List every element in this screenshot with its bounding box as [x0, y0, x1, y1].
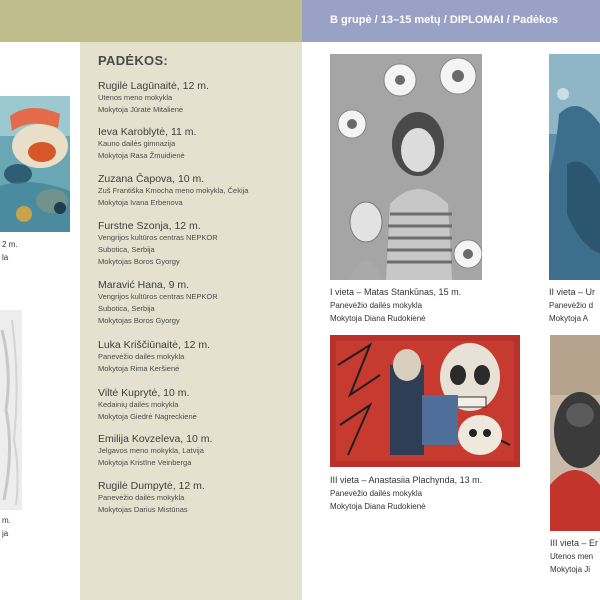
- work-school: Panevėžio d: [549, 301, 594, 310]
- entry-name: Emilija Kovzeleva, 10 m.: [98, 433, 213, 445]
- left-caption-2-line1: m.: [2, 516, 11, 525]
- artwork-left-bottom: [0, 310, 22, 510]
- entry-line: Mokytojas Darius Mistūnas: [98, 505, 188, 514]
- padekos-entry: [98, 387, 298, 423]
- work-school: Panevėžio dailės mokykla: [330, 489, 423, 498]
- entry-line: Kauno dailės gimnazija: [98, 139, 176, 148]
- artwork-left-top: [0, 96, 70, 232]
- entry-line: Vengrijos kultūros centras NEPKOR: [98, 292, 218, 301]
- work-school: Utenos men: [550, 552, 594, 561]
- padekos-entry: [98, 126, 298, 162]
- padekos-entry: [98, 433, 298, 469]
- entry-line: Kedainių dailės mokykla: [98, 400, 179, 409]
- entry-line: Panevėžio dailės mokykla: [98, 352, 185, 361]
- work-place: III vieta – Anastasiia Plachynda, 13 m.: [330, 475, 483, 485]
- work-teacher: Mokytoja Diana Rudokienė: [330, 314, 426, 323]
- entry-line: Subotica, Serbija: [98, 245, 155, 254]
- work-place: II vieta – Ur: [549, 287, 596, 297]
- padekos-title: PADĖKOS:: [98, 53, 169, 68]
- padekos-entry: [98, 480, 298, 516]
- left-caption-1-line1: 2 m.: [2, 240, 18, 249]
- entry-line: Subotica, Serbija: [98, 304, 155, 313]
- entry-line: Utenos meno mokykla: [98, 93, 173, 102]
- header-bar-left: [0, 0, 302, 42]
- left-caption-1-line2: la: [2, 253, 9, 262]
- entry-line: Mokytoja Rima Keršienė: [98, 364, 180, 373]
- entry-line: Panevėžio dailės mokykla: [98, 493, 185, 502]
- group-title: B grupė / 13–15 metų / DIPLOMAI / Padėkos: [330, 14, 559, 26]
- work-caption-2: [549, 286, 595, 325]
- entry-line: Mokytoja Jūratė Mitalienė: [98, 105, 184, 114]
- entry-line: Mokytojas Boros Gyorgy: [98, 316, 180, 325]
- work-teacher: Mokytoja Diana Rudokienė: [330, 502, 426, 511]
- entry-line: Jelgavos meno mokykla, Latvija: [98, 446, 204, 455]
- entry-name: Rugilė Dumpytė, 12 m.: [98, 480, 205, 492]
- entry-line: Mokytoja Giedrė Nagreckienė: [98, 412, 197, 421]
- work-caption-3: [330, 474, 482, 513]
- header-bar-right: [302, 0, 600, 42]
- artwork-third-place-2: [550, 335, 600, 531]
- work-school: Panevėžio dailės mokykla: [330, 301, 423, 310]
- entry-name: Luka Kriščiūnaitė, 12 m.: [98, 339, 211, 351]
- work-teacher: Mokytoja A: [549, 314, 589, 323]
- entry-line: Mokytojas Boros Gyorgy: [98, 257, 180, 266]
- artwork-third-place: [330, 335, 520, 467]
- padekos-entry: [98, 279, 298, 327]
- work-caption-4: [550, 537, 598, 576]
- work-place: I vieta – Matas Stankūnas, 15 m.: [330, 287, 462, 297]
- entry-name: Viltė Kuprytė, 10 m.: [98, 387, 190, 399]
- artwork-second-place: [549, 54, 600, 280]
- entry-name: Furstne Szonja, 12 m.: [98, 220, 201, 232]
- work-caption-1: [330, 286, 461, 325]
- entry-name: Ieva Karoblytė, 11 m.: [98, 126, 197, 138]
- left-caption-1: [2, 238, 18, 264]
- entry-line: Vengrijos kultūros centras NEPKOR: [98, 233, 218, 242]
- padekos-entry: [98, 80, 298, 116]
- entry-name: Zuzana Čapova, 10 m.: [98, 173, 205, 185]
- entry-line: Mokytoja Kristīne Veinberga: [98, 458, 192, 467]
- artwork-first-place: [330, 54, 482, 280]
- entry-name: Rugilė Lagūnaitė, 12 m.: [98, 80, 209, 92]
- left-caption-2: [2, 514, 11, 540]
- padekos-entry: [98, 339, 298, 375]
- entry-line: Zuš Františka Kmocha meno mokykla, Čekija: [98, 186, 249, 195]
- padekos-entry: [98, 173, 298, 209]
- padekos-entry: [98, 220, 298, 268]
- work-place: III vieta – Er: [550, 538, 599, 548]
- work-teacher: Mokytoja Ji: [550, 565, 591, 574]
- entry-line: Mokytoja Ivana Erbenova: [98, 198, 183, 207]
- entry-line: Mokytoja Rasa Žmuidienė: [98, 151, 185, 160]
- left-caption-2-line2: ja: [2, 529, 9, 538]
- entry-name: Maravić Hana, 9 m.: [98, 279, 190, 291]
